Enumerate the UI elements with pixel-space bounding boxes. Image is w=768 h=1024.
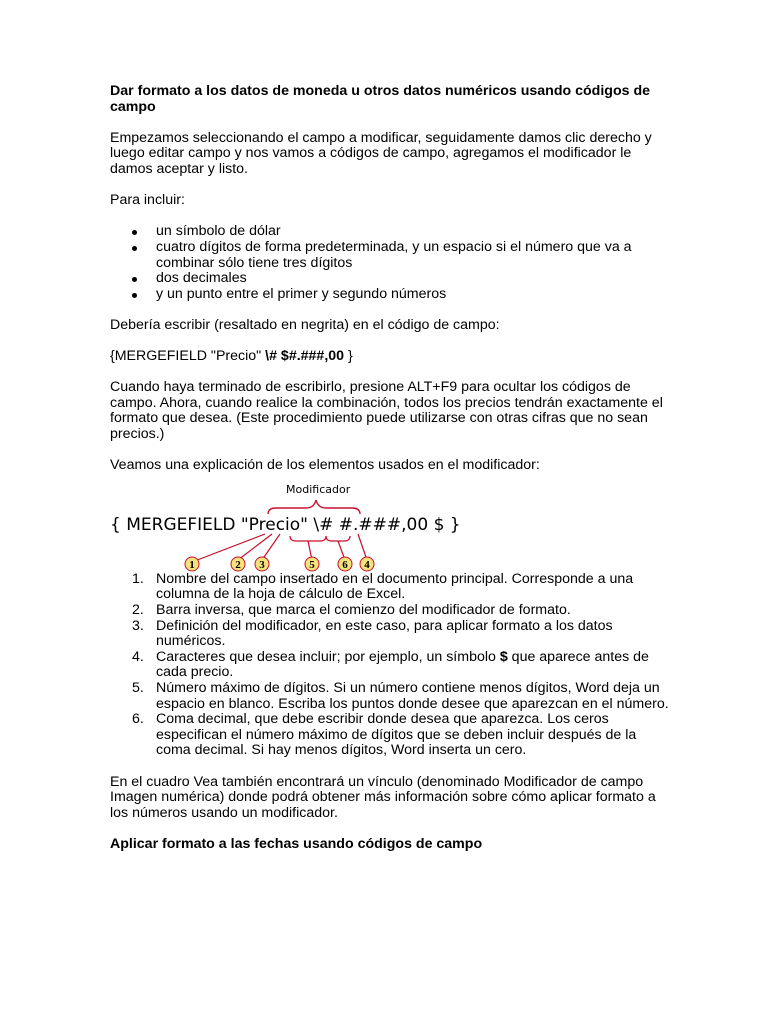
connector-4 [358, 534, 367, 560]
bullet-icon [132, 277, 137, 282]
numbered-list [110, 572, 670, 759]
marker-label-5: 5 [309, 558, 315, 571]
field-code-line: {MERGEFIELD "Precio" \# $#.###,00 } [110, 348, 353, 365]
list-item: 6. Coma decimal, que debe escribir donde desea que aparezca. Los ceros especifican el número máximo de dígitos que se deben incluir después de la coma decimal. Si hay menos dígitos, Word inserta un cero. [132, 711, 637, 759]
list-item: 1. Nombre del campo insertado en el documento principal. Corresponde a una columna de la hoja de cálculo de Excel. [132, 570, 634, 603]
bullet-icon [132, 230, 137, 235]
document-page [110, 84, 670, 853]
bullet-icon [132, 246, 137, 251]
include-label: Para incluir: [110, 192, 185, 209]
marker-label-1: 1 [189, 558, 195, 571]
section-heading: Dar formato a los datos de moneda u otros datos numéricos usando códigos de campo [110, 83, 650, 115]
marker-label-4: 4 [364, 558, 370, 571]
marker-label-2: 2 [235, 558, 241, 571]
digits-brace [290, 536, 326, 541]
after-paragraph: Cuando haya terminado de escribirlo, presione ALT+F9 para ocultar los códigos de campo. Ahora, cuando realice la combinación, todos los precios tendrán exactamente el formato que desea. (Este procedimiento puede utilizarse con otras cifras que no sean precios.) [110, 379, 663, 443]
list-item: dos decimales [110, 271, 670, 287]
bullet-list [110, 224, 670, 302]
modifier-diagram [110, 480, 670, 572]
should-write-paragraph: Debería escribir (resaltado en negrita) en el código de campo: [110, 316, 500, 333]
bullet-icon [132, 293, 137, 298]
marker-label-3: 3 [259, 558, 265, 571]
connector-3 [262, 534, 280, 560]
field-code-modifier: \# $#.###,00 [265, 348, 345, 365]
modifier-label: Modificador [286, 482, 351, 496]
closing-paragraph: En el cuadro Vea también encontrará un vínculo (denominado Modificador de campo Imagen numérica) donde podrá obtener más información sobre cómo aplicar formato a los números usando un modificador. [110, 773, 656, 821]
list-item: 3. Definición del modificador, en este caso, para aplicar formato a los datos numéricos. [132, 617, 613, 650]
intro-paragraph: Empezamos seleccionando el campo a modificar, seguidamente damos clic derecho y luego editar campo y nos vamos a códigos de campo, agregamos el modificador le damos aceptar y listo. [110, 129, 652, 177]
list-item: y un punto entre el primer y segundo números [110, 287, 670, 303]
marker-label-6: 6 [342, 558, 348, 571]
modifier-brace [268, 500, 360, 514]
list-item: 4. Caracteres que desea incluir; por ejemplo, un símbolo $ que aparece antes de cada precio. [132, 648, 649, 681]
diagram-code-text: { MERGEFIELD "Precio" \# #.###,00 $ } [110, 514, 461, 535]
list-item: 5. Número máximo de dígitos. Si un número contiene menos dígitos, Word deja un espacio en blanco. Escriba los puntos donde desee que aparezcan en el número. [132, 680, 669, 712]
list-item: un símbolo de dólar [110, 224, 670, 240]
list-item: 2. Barra inversa, que marca el comienzo del modificador de formato. [132, 602, 571, 619]
next-section-heading: Aplicar formato a las fechas usando códigos de campo [110, 835, 483, 852]
list-item: cuatro dígitos de forma predeterminada, y un espacio si el número que va a combinar sólo tiene tres dígitos [110, 240, 670, 271]
explain-intro: Veamos una explicación de los elementos usados en el modificador: [110, 457, 540, 474]
decimal-brace [326, 536, 350, 541]
